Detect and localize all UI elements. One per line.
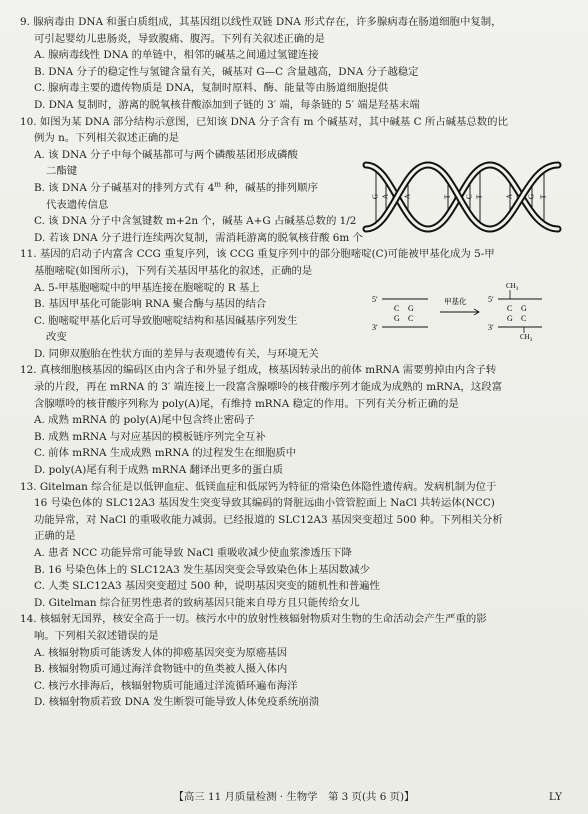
question-12-stem-line-1: 12. 真核细胞核基因的编码区由内含子和外显子组成，核基因转录出的前体 mRNA 需要剪掉由内含子转	[20, 364, 497, 377]
question-9-option-d: D. DNA 复制时，游离的脱氧核苷酸添加到子链的 3′ 端，每条链的 5′ 端是羟基末端	[34, 98, 420, 111]
question-12-stem-line-3: 含腺嘌呤的核苷酸序列称为 poly(A)尾，有维持 mRNA 稳定的作用。下列有关分析正确的是	[34, 397, 459, 410]
dna-base-letter: A	[403, 193, 412, 199]
question-13	[20, 479, 570, 612]
page-footer	[0, 789, 588, 806]
methylation-figure	[370, 280, 556, 343]
question-11-option-c-line-2: 改变	[46, 331, 67, 344]
question-10-option-a-line-1: A. 该 DNA 分子中每个碱基都可与两个磷酸基团形成磷酸	[34, 148, 298, 161]
dna-double-helix-figure	[362, 147, 562, 243]
question-10-option-b	[20, 180, 364, 213]
dna-base-letter: G	[527, 193, 536, 199]
footer-text: 【高三 11 月质量检测 · 生物学 第 3 页(共 6 页)】	[173, 791, 415, 804]
question-10	[20, 114, 570, 247]
question-11-stem-line-1: 11. 基因的启动子内富含 CCG 重复序列，该 CCG 重复序列中的部分胞嘧啶(C)可能被甲基化成为 5-甲	[20, 248, 495, 261]
question-11-option-a: A. 5-甲基胞嘧啶中的甲基连接在胞嘧啶的 R 基上	[34, 281, 260, 294]
question-14-option-a: A. 核辐射物质可能诱发人体的抑癌基因突变为原癌基因	[34, 646, 288, 659]
dna-base-letter: C	[391, 194, 400, 199]
question-9-stem-line-1: 9. 腺病毒由 DNA 和蛋白质组成，其基因组以线性双链 DNA 形式存在，许多腺病毒在肠道细胞中复制，	[20, 16, 502, 28]
footer-code: LY	[548, 791, 562, 804]
question-14-stem-line-2: 响。下列相关叙述错误的是	[34, 629, 159, 642]
question-10-option-b-exponent: m	[214, 180, 222, 189]
question-11-option-d: D. 同卵双胞胎在性状方面的差异与表观遗传有关，与环境无关	[34, 347, 319, 360]
right-bottom-ch3: $CH_3$	[520, 332, 533, 343]
question-13-option-a: A. 患者 NCC 功能异常可能导致 NaCl 重吸收减少使血浆渗透压下降	[34, 547, 352, 559]
question-13-option-b: B. 16 号染色体上的 SLC12A3 发生基因突变会导致染色体上基因数减少	[34, 563, 371, 576]
question-11-option-c	[20, 313, 372, 346]
question-13-stem-line-1: 13. Gitelman 综合征是以低钾血症、低镁血症和低尿钙为特征的常染色体隐性遗传病。发病机制为位于	[20, 480, 497, 493]
question-12-option-d: D. poly(A)尾有利于成熟 mRNA 翻译出更多的蛋白质	[34, 464, 284, 477]
left-bottom-c: C	[408, 313, 414, 323]
question-12-option-c: C. 前体 mRNA 生成成熟 mRNA 的过程发生在细胞质中	[34, 447, 297, 460]
right-top-g: G	[521, 303, 527, 313]
right-top-five-prime: 5′	[488, 294, 494, 304]
question-14-stem-line-1: 14. 核辐射无国界，核安全高于一切。核污水中的放射性核辐射物质对生物的生命活动会产生严重的影	[20, 613, 487, 626]
question-11-stem-line-2: 基胞嘧啶(如图所示)，下列有关基因甲基化的叙述，正确的是	[34, 264, 313, 277]
question-14-option-d: D. 核辐射物质若致 DNA 发生断裂可能导致人体免疫系统崩溃	[34, 696, 320, 709]
dna-base-letter: T	[443, 194, 452, 199]
question-11	[20, 246, 570, 362]
question-9	[20, 14, 570, 114]
question-12-option-b: B. 成熟 mRNA 与对应基因的模板链序列完全互补	[34, 430, 266, 443]
question-14-option-c: C. 核污水排海后，核辐射物质可能通过洋流循环遍布海洋	[34, 679, 298, 692]
question-13-option-d: D. Gitelman 综合征男性患者的致病基因只能来自母方且只能传给女儿	[34, 596, 360, 609]
left-top-g: G	[408, 303, 414, 313]
right-bottom-three-prime: 3′	[488, 322, 494, 332]
left-bottom-g: G	[394, 313, 400, 323]
question-9-stem-line-2: 可引起婴幼儿患肠炎，导致腹痛、腹泻。下列有关叙述正确的是	[34, 32, 325, 45]
dna-base-letter: G	[371, 193, 380, 199]
question-11-option-b: B. 基因甲基化可能影响 RNA 聚合酶与基因的结合	[34, 298, 267, 311]
question-12-stem-line-2: 录的片段，再在 mRNA 的 3′ 端连接上一段富含腺嘌呤的核苷酸序列才能成为成熟的 mRNA，这段富	[34, 381, 503, 394]
left-top-five-prime: 5′	[372, 294, 378, 304]
dna-base-letter: G	[453, 193, 462, 199]
question-10-option-a-line-2: 二酯键	[46, 165, 78, 178]
dna-base-letter: C	[515, 194, 524, 199]
question-12-option-a: A. 成熟 mRNA 的 poly(A)尾中包含终止密码子	[34, 414, 255, 427]
right-bottom-c: C	[521, 313, 527, 323]
question-10-option-b-line-1: B. 该 DNA 分子碱基对的排列方式有 4	[34, 181, 215, 194]
dna-base-letter: A	[381, 193, 390, 199]
question-13-option-c: C. 人类 SLC12A3 基因突变超过 500 种，说明基因突变的随机性和普遍性	[34, 580, 380, 593]
question-9-option-a: A. 腺病毒线性 DNA 的单链中，相邻的碱基之间通过氢键连接	[34, 49, 319, 62]
dna-base-letter: A	[505, 193, 514, 199]
dna-base-letter: C	[465, 194, 474, 199]
question-13-stem-line-2: 16 号染色体的 SLC12A3 基因发生突变导致其编码的肾脏远曲小管管腔面上 NaCl 共转运体(NCC)	[34, 497, 495, 510]
question-10-option-c: C. 该 DNA 分子中含氢键数 m+2n 个，碱基 A+G 占碱基总数的 1/2	[34, 215, 357, 228]
question-14	[20, 611, 570, 711]
right-top-ch3: $CH_3$	[506, 281, 519, 292]
question-13-stem-line-4: 正确的是	[34, 530, 76, 543]
question-10-option-d: D. 若该 DNA 分子进行连续两次复制，需消耗游离的脱氧核苷酸 6m 个	[34, 231, 363, 244]
left-bottom-three-prime: 3′	[372, 322, 378, 332]
question-10-option-b-line-2: 代表遗传信息	[46, 198, 109, 211]
question-9-option-b: B. DNA 分子的稳定性与氢键含量有关，碱基对 G—C 含量越高，DNA 分子越稳定	[34, 65, 419, 78]
left-top-c: C	[394, 303, 400, 313]
question-10-option-b-line-1b: 种，碱基的排列顺序	[221, 181, 318, 194]
dna-base-letter: T	[475, 194, 484, 199]
methylation-arrow-label: 甲基化	[444, 296, 467, 306]
dna-base-letter: T	[539, 194, 548, 199]
question-10-stem-line-1: 10. 如图为某 DNA 部分结构示意图，已知该 DNA 分子含有 m 个碱基对，其中碱基 C 所占碱基总数的比	[20, 115, 508, 128]
right-top-c: C	[507, 303, 513, 313]
question-9-option-c: C. 腺病毒主要的遗传物质是 DNA，复制时原料、酶、能量等由肠道细胞提供	[34, 82, 389, 95]
question-13-stem-line-3: 功能异常，对 NaCl 的重吸收能力减弱。已经报道的 SLC12A3 基因突变超过 500 种。下列相关分析	[34, 513, 503, 526]
question-11-option-c-line-1: C. 胞嘧啶甲基化后可导致胞嘧啶结构和基因碱基序列发生	[34, 314, 298, 327]
question-10-option-a	[20, 147, 364, 180]
right-bottom-g: G	[507, 313, 513, 323]
question-12	[20, 362, 570, 478]
question-10-stem-line-2: 例为 n。下列相关叙述正确的是	[34, 132, 180, 145]
question-14-option-b: B. 核辐射物质可通过海洋食物链中的鱼类被人摄入体内	[34, 663, 288, 676]
